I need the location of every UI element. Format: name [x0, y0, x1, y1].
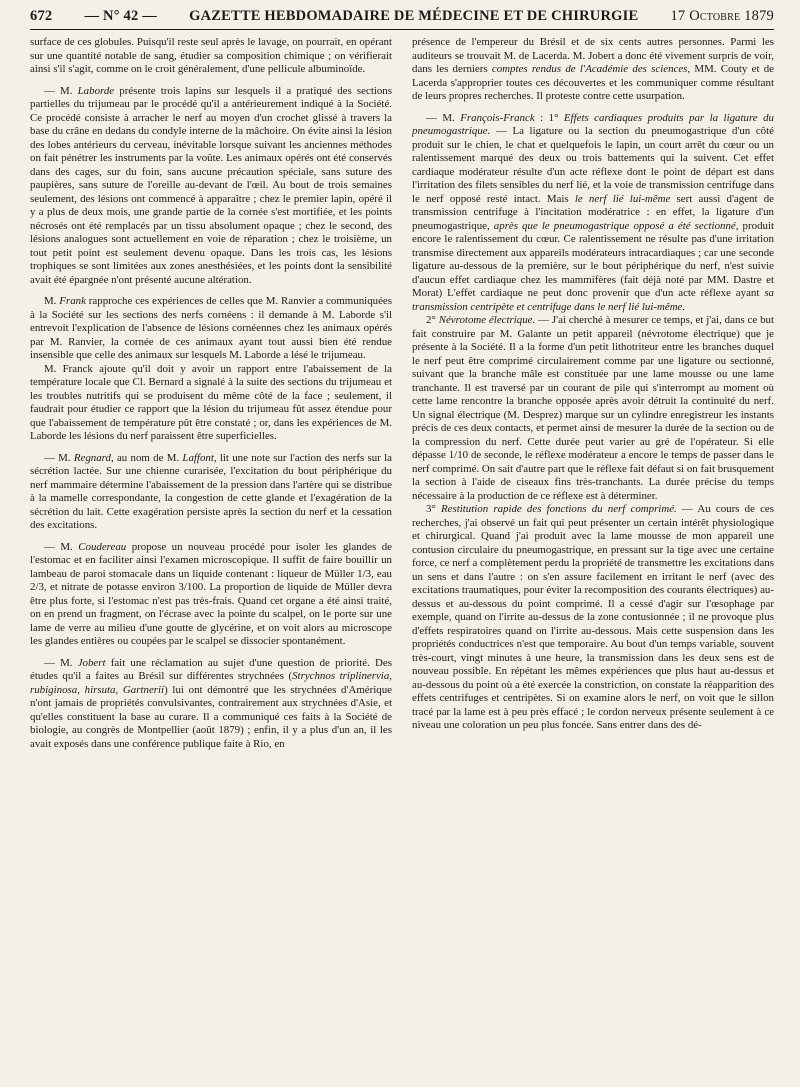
- paragraph-coudereau: — M. Coudereau propose un nouveau procédé pour isoler les glandes de l'estomac et en faciliter ainsi l'examen microscopique. Il suffit de faire bouillir un lambeau de paroi stomacale dans un liquide contenant : liqueur de Müller 1/3, eau 2/3, et nitrate de potasse environ 3/100. La proportion de liquide de Müller devra être plus forte, si l'estomac n'est pas très-frais. Quand cet organe a été ainsi traité, on en prend un fragment, on l'écrase avec la pointe du scalpel, on le porte sur une lame de verre au milieu d'une goutte de glycérine, et on voit alors au microscope les glandes entières ou coupées par le scalpel se dissocier spontanément.: [30, 540, 392, 647]
- paragraph-franck-temperature: M. Franck ajoute qu'il doit y avoir un rapport entre l'abaissement de la température locale que Cl. Bernard a signalé à la suite des sections du trijumeau et les troubles nutritifs qui se produisent du même côté de la face ; seulement, il faudrait pour étudier ce rapport que la lésion du trijumeau fût assez étendue pour que l'abaissement de température pût être constaté ; or, dans les expériences de M. Laborde les lésions du nerf paraissent être superficielles.: [30, 362, 392, 442]
- author-laborde: Laborde: [77, 84, 115, 97]
- paragraph-frank: M. Frank rapproche ces expériences de celles que M. Ranvier a communiquées à la Société sur les sections des nerfs cornéens : il demande à M. Laborde s'il entrevoit l'explication de l'absence de lésions cornéennes chez les animaux opérés par M. Ranvier, la cornée de ces animaux ayant tout aussi bien été rendue insensible que celle des animaux sur lesquels M. Laborde a lésé le trijumeau.: [30, 295, 392, 361]
- author-laffont: Laffont: [182, 451, 214, 464]
- journal-title: GAZETTE HEBDOMADAIRE DE MÉDECINE ET DE CHIRURGIE: [189, 8, 639, 24]
- issue-number: — N° 42 —: [84, 8, 157, 24]
- comptes-rendus-title: comptes rendus de l'Académie des sciences: [491, 63, 688, 75]
- paragraph-laborde: — M. Laborde présente trois lapins sur lesquels il a pratiqué des sections partielles du trijumeau par le procédé qu'il a antérieurement indiqué à la Société. Ce procédé consiste à arracher le nerf au moyen d'un crochet glissé à travers la base du crâne en dedans du condyle interne de la mâchoire. On évite ainsi la lésion des lobes antérieurs du cerveau, inévitable lorsque suivant les anciennes méthodes on fait pénétrer les instruments par la voûte. Les animaux opérés ont été conservés dans des cages, sur du foin, sans aucune précaution spéciale, sans suture des paupières, sans suture de l'oreille au-devant de l'œil. Au bout de trois semaines seulement, des lésions ont commencé à apparaître ; chez le premier lapin, opéré il y a plus de deux mois, une grande partie de la cornée s'est mortifiée, et les points nécrosés ont été remplacés par un tissu absolument opaque ; chez le second, des lésions analogues sont actuellement en voie de réparation ; chez le troisième, un tout petit point est seulement devenu opaque. Dans les trois cas, les lésions trophiques se sont limitées aux zones anesthésiées, et les points dont la sensibilité avait été épargnée n'ont présenté aucune altération.: [30, 84, 392, 286]
- author-francois-franck: François-Franck: [460, 111, 535, 124]
- paragraph-francois-franck: — M. François-Franck : 1° Effets cardiaques produits par la ligature du pneumogastrique. — La ligature ou la section du pneumogastrique d'un côté produit sur le chien, le chat et quelquefois le lapin, un court arrêt du cœur ou un ralentissement marqué des deux ou trois battements qui la suivent. Cet effet cardiaque modérateur résulte d'un acte réflexe dont le point de départ est dans l'irritation des filets sensibles du nerf lié, et la voie de transmission centrifuge dans le nerf opposé resté intact. Mais le nerf lié lui-même sert aussi d'agent de transmission centrifuge à l'incitation modératrice : en effet, la ligature d'un pneumogastrique, après que le pneumogastrique opposé a été sectionné, produit encore le ralentissement du cœur. Ce ralentissement ne résulte pas d'une irritation transmise directement aux appareils modérateurs intracardiaques ; car une seconde ligature au-dessous de la première, sur le bout périphérique du nerf, n'est suivie d'aucun effet cardiaque chez les mammifères (fait déjà noté par MM. Dastre et Morat) L'effet cardiaque ne peut donc provenir que d'un acte réflexe ayant sa transmission centripète et centrifuge dans le nerf lié lui-même.: [412, 111, 775, 313]
- author-coudereau: Coudereau: [78, 540, 127, 553]
- paragraph-jobert: — M. Jobert fait une réclamation au sujet d'une question de priorité. Des études qu'il a faites au Brésil sur différentes strychnées (Strychnos triplinervia, rubiginosa, hirsuta, Gartnerii) lui ont démontré que les strychnées d'Amérique n'ont jamais de propriétés convulsivantes, contrairement aux strychnées d'Asie, et qu'elles constituent la base au curare. Il a communiqué ces faits à la Société de biologie, au congrès de Montpellier (août 1879) ; enfin, il y a plus d'un an, il les avait exposés dans une conférence publique faite à Rio, en: [30, 656, 393, 750]
- left-column: [30, 36, 392, 751]
- paragraph-regnard: — M. Regnard, au nom de M. Laffont, lit une note sur l'action des nerfs sur la sécrétion lactée. Sur une chienne curarisée, l'excitation du bout périphérique du nerf mammaire détermine l'abaissement de la pression dans l'artère qui se distribue à la mamelle correspondante, la congestion de cette glande et l'exagération de la sécrétion du lait. Cette exagération persiste après la section du nerf et la cessation des excitations.: [30, 451, 392, 531]
- author-regnard: Regnard: [73, 451, 111, 464]
- page-number: 672: [30, 8, 53, 24]
- right-column: [412, 36, 774, 751]
- paragraph-restitution: 3° Restitution rapide des fonctions du nerf comprimé. — Au cours de ces recherches, j'ai observé un fait qui peut présenter un certain intérêt physiologique et chirurgical. Quand j'ai produit avec la lame mousse de mon appareil une contusion circulaire du pneumogastrique, en pressant sur la tige avec une certaine force, ce nerf a complètement perdu la propriété de transmettre les excitations dans un sens et dans l'autre : on s'en assure facilement en irritant le nerf (avec des excitations traumatiques, pour éviter la recomposition des courants électriques) au-dessus et au-dessous du point comprimé. Il a cessé d'agir sur l'œsophage par exemple, quand on l'irrite au-dessus de la zone contusionnée ; il ne provoque plus d'effets respiratoires quand on l'irrite au-dessous. Mais cette suspension dans les propriétés conductrices n'est que temporaire. Au bout d'un temps variable, souvent très-court, vingt minutes à une heure, la transmission dans les deux sens est de nouveau possible. En répétant les mêmes expériences que plus haut au-dessus et au-dessous du point où a été exercée la constriction, on constate la réapparition des effets centrifuges et centripètes. Si on examine alors le nerf, on voit que le sillon tracé par la lame est à peu près effacé ; le cordon nerveux présente seulement à ce niveau une coloration un peu plus foncée. Sans entrer dans des dé-: [412, 503, 774, 731]
- author-frank: Frank: [59, 295, 86, 307]
- author-jobert: Jobert: [77, 656, 106, 669]
- running-header: [30, 8, 774, 30]
- paragraph-nevrotome: 2° Névrotome électrique. — J'ai cherché à mesurer ce temps, et j'ai, dans ce but fait construire par M. Galante un petit appareil (névrotome électrique) que je présente à la Société. Il a la forme d'un petit lithotriteur entre les branches duquel le nerf peut être comprimé circulairement comme par une ligature ou sectionné, suivant que la branche mâle est constituée par une lame mousse ou une lame tranchante. Il est traversé par un courant de pile qui s'interrompt au moment où cette lame rencontre la branche opposée après avoir détruit la continuité du nerf. Un signal électrique (M. Desprez) marque sur un cylindre enregistreur les instants précis de ces deux contacts, et permet ainsi de mesurer la durée de la section ou de la compression du nerf. Cette durée peut varier au gré de l'opérateur. Si elle dépasse 1/10 de seconde, le réflexe modérateur a encore le temps de passer dans le nerf comprimé. On sait d'autre part que le réflexe fait défaut si on fait brusquement la section à l'aide de ciseaux fins très-tranchants. La durée précise du temps nécessaire à la production de ce réflexe est à déterminer.: [412, 314, 775, 502]
- two-column-body: [30, 36, 774, 751]
- section-title-nevrotome: Névrotome électrique.: [438, 314, 536, 326]
- section-title-restitution: Restitution rapide des fonctions du nerf comprimé.: [440, 503, 677, 515]
- paragraph-globules: surface de ces globules. Puisqu'il reste seul après le lavage, on pourrait, en opérant sur une quantité notable de sang, étudier sa composition chimique ; on vérifierait ainsi s'il s'agit, comme on le croit généralement, d'une pellicule albuminoïde.: [30, 36, 392, 75]
- issue-date: 17 Octobre 1879: [670, 8, 774, 24]
- section-title-effets-cardiaques: Effets cardiaques produits par la ligature du pneumogastrique.: [412, 111, 775, 137]
- species-list: Strychnos triplinervia, rubiginosa, hirsuta, Gartnerii: [30, 670, 392, 696]
- paragraph-jobert-continued: présence de l'empereur du Brésil et de six cents autres personnes. Parmi les auditeurs se trouvait M. de Lacerda. M. Jobert a donc été vivement surpris de voir, dans les derniers comptes rendus de l'Académie des sciences, MM. Couty et de Lacerda s'approprier toutes ces découvertes et les communiquer comme résultant de leurs propres recherches. Il proteste contre cette usurpation.: [412, 36, 775, 102]
